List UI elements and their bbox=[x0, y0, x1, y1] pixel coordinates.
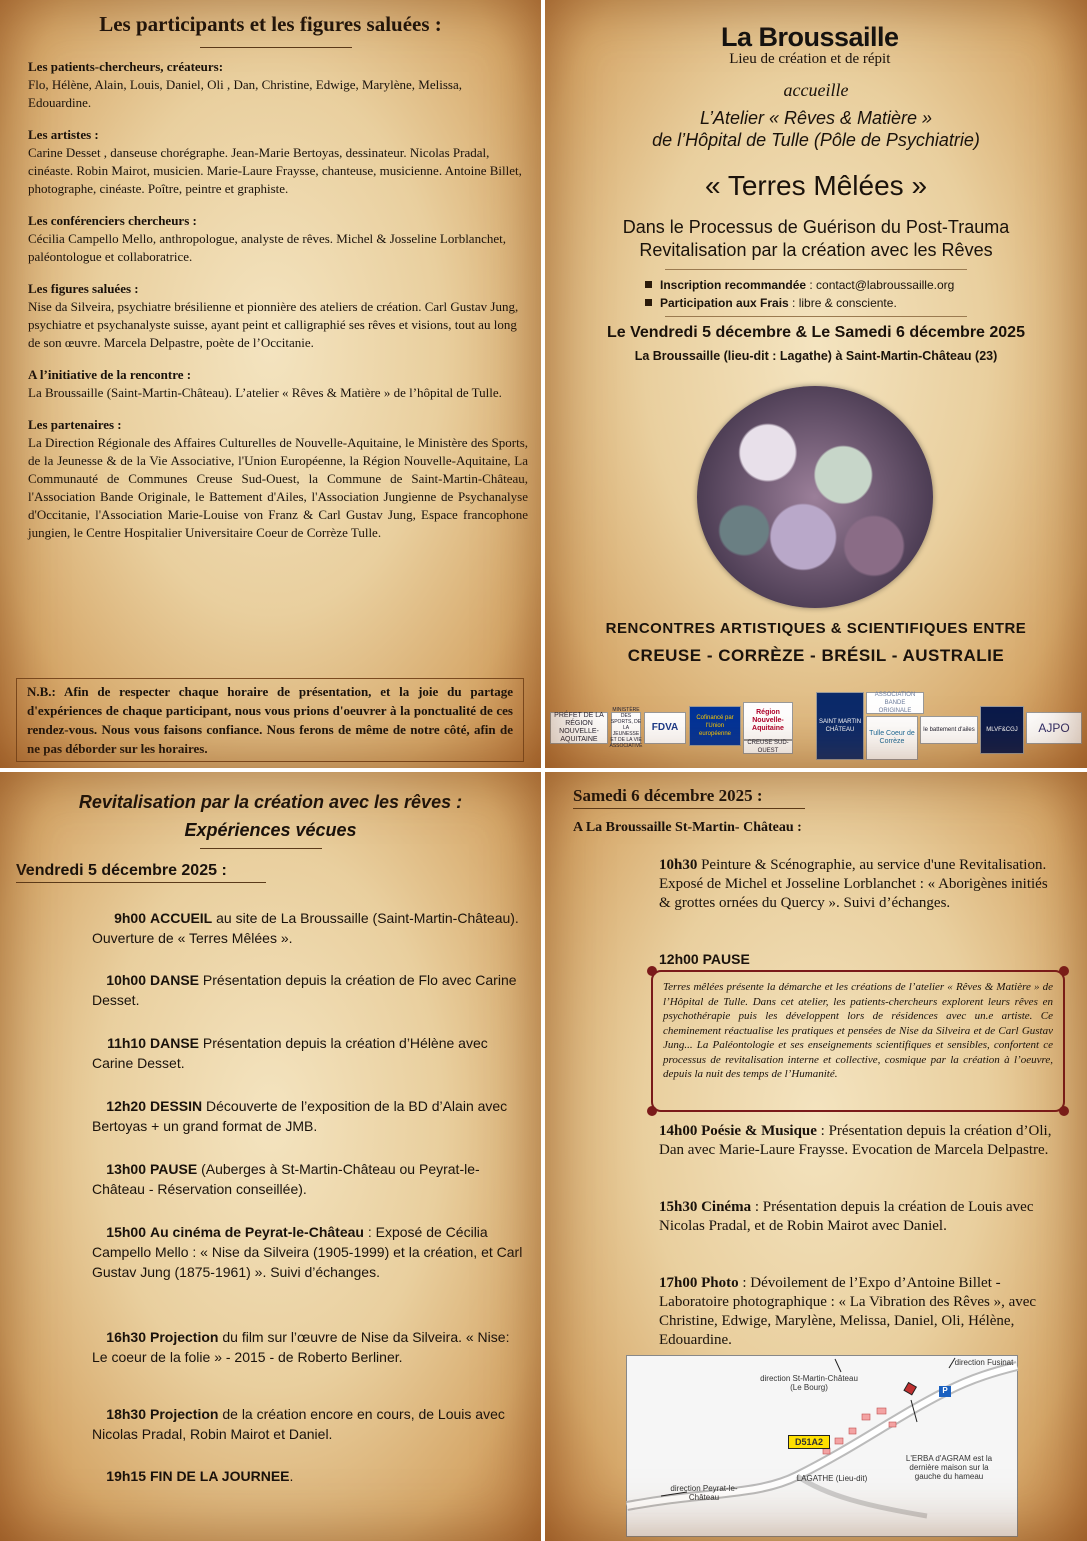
divider bbox=[665, 316, 967, 317]
event-time: 14h00 bbox=[659, 1123, 698, 1139]
description-text: Terres mêlées présente la démarche et les créations de l’atelier « Rêves & Matière » de l’Hôpital de Tulle. Dans cet atelier, les patients-chercheurs explorent leurs rêves en psychothérapie puis les développent lors de résidences avec un.e artiste. Ce cheminement réactualise les pratiques et pensées de Nise da Silveira et de Carl Gustav Jung... La Paléontologie et ses enseignements scientifiques et sensibles, confortent ce processus de revitalisation interne et collective, cosmique par la création à l’oeuvre, depuis la nuit des temps de l’Humanité. bbox=[663, 981, 1053, 1080]
event-text: . bbox=[289, 1468, 294, 1484]
participation-label: Participation aux Frais bbox=[660, 296, 789, 310]
label-lagathe: LAGATHE (Lieu-dit) bbox=[796, 1474, 868, 1483]
logo-mlvf: MLVF&CGJ bbox=[980, 706, 1024, 754]
event-key: Poésie & Musique bbox=[697, 1123, 817, 1139]
title-line: Revitalisation par la création avec les rêves : bbox=[78, 792, 463, 812]
section-heading: Les figures saluées : bbox=[28, 281, 139, 296]
event-key: DANSE bbox=[150, 1035, 200, 1051]
schedule-item bbox=[659, 1274, 1063, 1350]
event-text: de la création encore en cours, de Louis avec Nicolas Pradal, Robin Mairot et Daniel. bbox=[92, 1406, 505, 1442]
logo-battement: le battement d'ailes bbox=[920, 716, 978, 744]
event-key: PAUSE bbox=[150, 1161, 198, 1177]
event-time: 15h30 bbox=[659, 1199, 698, 1215]
event-text: Présentation depuis la création de Flo avec Carine Desset. bbox=[92, 972, 517, 1008]
inscription-value: : contact@labroussaille.org bbox=[806, 278, 955, 292]
event-time: 19h15 bbox=[106, 1468, 146, 1484]
friday-panel bbox=[0, 772, 541, 1541]
event-time: 10h00 bbox=[106, 972, 146, 988]
logo-tulle: Tulle Coeur de Corrèze bbox=[866, 716, 918, 760]
section-heading: Les artistes : bbox=[28, 127, 99, 142]
logo-bande-originale: ASSOCIATION BANDE ORIGINALE bbox=[866, 692, 924, 714]
brand-name: La Broussaille bbox=[721, 22, 899, 52]
event-key: FIN DE LA JOURNEE bbox=[150, 1468, 290, 1484]
section-heading: Les patients-chercheurs, créateurs: bbox=[28, 59, 224, 74]
event-time: 9h00 bbox=[114, 910, 146, 926]
label-fusinat: direction Fusinat bbox=[954, 1358, 1014, 1367]
event-text: : Présentation depuis la création de Louis avec Nicolas Pradal, et de Robin Mairot avec Daniel. bbox=[659, 1199, 1034, 1234]
participation-item bbox=[645, 294, 954, 312]
section-text: La Direction Régionale des Affaires Culturelles de Nouvelle-Aquitaine, le Ministère des Sports, de la Jeunesse & de la Vie Associative, l'Union Européenne, la Région Nouvelle-Aquitaine, La Communauté de Communes Creuse Sud-Ouest, la Commune de Saint-Martin-Château, l'Association Bande Originale, le Battement d'Ailes, l'Association Jungienne de Psychanalyse d'Occitanie, l'Association Marie-Louise von Franz & Carl Gustav Jung, Espace francophone jungien, le Centre Hospitalier Universitaire Coeur de Corrèze Tulle. bbox=[28, 435, 528, 540]
schedule-item bbox=[92, 1096, 524, 1136]
atelier-line: L’Atelier « Rêves & Matière » bbox=[699, 108, 933, 128]
section-text: Carine Desset , danseuse chorégraphe. Jean-Marie Bertoyas, dessinateur. Nicolas Pradal, cinéaste. Robin Mairot, musicien. Marie-Laure Fraysse, chanteuse, musicienne. Antoine Billet, photographe, cinéaste. Poître, peintre et graphiste. bbox=[28, 145, 522, 196]
event-text: Découverte de l’exposition de la BD d’Alain avec Bertoyas + un grand format de JMB. bbox=[92, 1098, 508, 1134]
event-time: 12h20 bbox=[106, 1098, 146, 1114]
event-time: 17h00 bbox=[659, 1275, 698, 1291]
logo-eu: Cofinancé par l'Union européenne bbox=[689, 706, 741, 746]
section-text: Nise da Silveira, psychiatre brésilienne et pionnière des ateliers de création. Carl Gustav Jung, psychiatre et psychanalyste suisse, ayant peint et calligraphié ses rêves et visions, tout au long de son œuvre. Marcela Delpastre, poète de l’Occitanie. bbox=[28, 299, 519, 350]
event-place: La Broussaille (lieu-dit : Lagathe) à Saint-Martin-Château (23) bbox=[634, 349, 998, 363]
schedule-item bbox=[92, 908, 524, 948]
brand-subtitle: Lieu de création et de répit bbox=[729, 51, 891, 67]
schedule-item bbox=[659, 1198, 1063, 1236]
friday-day-heading bbox=[16, 862, 227, 880]
logo-fdva: FDVA bbox=[644, 712, 686, 744]
event-time: 12h00 PAUSE bbox=[659, 951, 750, 967]
title-line: Expériences vécues bbox=[184, 820, 357, 840]
event-dates: Le Vendredi 5 décembre & Le Samedi 6 décembre 2025 bbox=[607, 324, 1025, 341]
saturday-panel bbox=[545, 772, 1087, 1541]
section-text: Flo, Hélène, Alain, Louis, Daniel, Oli , Dan, Christine, Edwige, Marylène, Melissa, Edouardine. bbox=[28, 77, 462, 110]
event-time: 10h30 bbox=[659, 857, 698, 873]
schedule-item bbox=[92, 1159, 524, 1199]
label-erba: L'ERBA d'AGRAM est la dernière maison sur la gauche du hameau bbox=[905, 1454, 993, 1481]
subtitle-line: Revitalisation par la création avec les Rêves bbox=[639, 240, 993, 260]
event-time: 16h30 bbox=[106, 1329, 146, 1345]
section-figures bbox=[28, 280, 528, 352]
event-time: 13h00 bbox=[106, 1161, 146, 1177]
info-bullets bbox=[645, 276, 954, 312]
saturday-day-heading: Samedi 6 décembre 2025 : bbox=[573, 786, 763, 805]
title-underline bbox=[200, 848, 322, 849]
event-text: au site de La Broussaille (Saint-Martin-Château). Ouverture de « Terres Mêlées ». bbox=[92, 910, 519, 946]
schedule-item bbox=[92, 1222, 524, 1282]
participants-list bbox=[28, 58, 528, 556]
partner-logos bbox=[550, 690, 1082, 762]
accueille-text: accueille bbox=[783, 80, 849, 100]
corner-ornament bbox=[647, 1106, 657, 1116]
logo-creuse: CREUSE SUD-OUEST bbox=[743, 740, 793, 754]
day-underline bbox=[573, 808, 805, 809]
participants-panel bbox=[0, 0, 541, 768]
ceramics-photo bbox=[697, 386, 933, 608]
description-box bbox=[651, 970, 1065, 1112]
bullet-icon bbox=[645, 281, 652, 288]
logo-saint-martin: SAINT MARTIN CHÂTEAU bbox=[816, 692, 864, 760]
event-time: 18h30 bbox=[106, 1406, 146, 1422]
logo-ministere: MINISTÈRE DES SPORTS, DE LA JEUNESSE ET DE LA VIE ASSOCIATIVE bbox=[609, 707, 643, 749]
bullet-icon bbox=[645, 299, 652, 306]
section-heading: A l’initiative de la rencontre : bbox=[28, 367, 192, 382]
event-title: « Terres Mêlées » bbox=[704, 170, 928, 201]
event-time: 15h00 bbox=[106, 1224, 146, 1240]
schedule-item bbox=[92, 1033, 524, 1073]
logo-prefet: PRÉFET DE LA RÉGION NOUVELLE-AQUITAINE bbox=[550, 712, 608, 744]
schedule-item bbox=[659, 856, 1063, 913]
schedule-item bbox=[92, 970, 524, 1010]
section-heading: Les conférenciers chercheurs : bbox=[28, 213, 197, 228]
event-key: Projection bbox=[150, 1329, 219, 1345]
event-time: 11h10 bbox=[107, 1035, 146, 1051]
day-label: Vendredi 5 décembre 2025 : bbox=[16, 862, 227, 879]
event-key: Projection bbox=[150, 1406, 219, 1422]
cover-panel bbox=[545, 0, 1087, 768]
event-text: (Auberges à St-Martin-Château ou Peyrat-le-Château - Réservation conseillée). bbox=[92, 1161, 480, 1197]
event-key: Cinéma bbox=[697, 1199, 752, 1215]
section-patients bbox=[28, 58, 528, 112]
rencontres-heading: RENCONTRES ARTISTIQUES & SCIENTIFIQUES ENTRE bbox=[605, 620, 1027, 637]
inscription-label: Inscription recommandée bbox=[660, 278, 807, 292]
section-text: Cécilia Campello Mello, anthropologue, analyste de rêves. Michel & Josseline Lorblanchet, paléontologue et collaboratrice. bbox=[28, 231, 506, 264]
section-partenaires bbox=[28, 416, 528, 542]
label-peyrat: direction Peyrat-le-Château bbox=[670, 1484, 738, 1502]
section-initiative bbox=[28, 366, 528, 402]
corner-ornament bbox=[1059, 1106, 1069, 1116]
event-text: : Dévoilement de l’Expo d’Antoine Billet - Laboratoire photographique : « La Vibration des Rêves », avec Christine, Edwige, Marylène, Melissa, Daniel, Oli, Hélène, Edouardine. bbox=[659, 1275, 1037, 1348]
logo-region: Région Nouvelle-Aquitaine bbox=[743, 702, 793, 740]
friday-panel-title bbox=[0, 788, 541, 844]
inscription-item bbox=[645, 276, 954, 294]
parking-icon: P bbox=[939, 1386, 951, 1397]
title-underline bbox=[200, 47, 352, 48]
section-conferenciers bbox=[28, 212, 528, 266]
event-text: Peinture & Scénographie, au service d'une Revitalisation. Exposé de Michel et Josseline Lorblanchet : « Aborigènes initiés & grottes ornées du Quercy ». Suivi d’échanges. bbox=[659, 857, 1048, 911]
logo-ajpo: AJPO bbox=[1026, 712, 1082, 744]
event-text: Présentation depuis la création d’Hélène avec Carine Desset. bbox=[92, 1035, 488, 1071]
schedule-item bbox=[659, 1122, 1063, 1160]
atelier-line: de l’Hôpital de Tulle (Pôle de Psychiatrie) bbox=[652, 130, 980, 150]
saturday-location: A La Broussaille St-Martin- Château : bbox=[573, 820, 802, 835]
atelier-heading bbox=[545, 107, 1087, 151]
day-underline bbox=[16, 882, 266, 883]
corner-ornament bbox=[1059, 966, 1069, 976]
road-label: D51A2 bbox=[788, 1435, 830, 1449]
section-artistes bbox=[28, 126, 528, 198]
schedule-item bbox=[92, 1404, 524, 1444]
event-key: DESSIN bbox=[150, 1098, 203, 1114]
brand-logo bbox=[721, 22, 899, 68]
participation-value: : libre & consciente. bbox=[788, 296, 897, 310]
event-subtitle bbox=[545, 216, 1087, 262]
event-key: ACCUEIL bbox=[150, 910, 213, 926]
event-key: DANSE bbox=[150, 972, 200, 988]
event-text: du film sur l’œuvre de Nise da Silveira. « Nise: Le coeur de la folie » - 2015 - de Roberto Berliner. bbox=[92, 1329, 510, 1365]
subtitle-line: Dans le Processus de Guérison du Post-Trauma bbox=[622, 217, 1010, 237]
event-key: Au cinéma de Peyrat-le-Château bbox=[150, 1224, 364, 1240]
regions-line: CREUSE - CORRÈZE - BRÉSIL - AUSTRALIE bbox=[627, 646, 1005, 665]
access-map bbox=[626, 1355, 1018, 1537]
corner-ornament bbox=[647, 966, 657, 976]
nb-notice: N.B.: Afin de respecter chaque horaire de présentation, et la joie du partage d'expériences de chaque participant, nous vous prions d'oeuvrer à la ponctualité de ces rendez-vous. Nous vous faisons confiance. Nous ferons de même de notre côté, afin de ne pas déborder sur les horaires. bbox=[16, 678, 524, 762]
schedule-item bbox=[92, 1466, 524, 1486]
section-heading: Les partenaires : bbox=[28, 417, 122, 432]
divider bbox=[665, 269, 967, 270]
section-text: La Broussaille (Saint-Martin-Château). L’atelier « Rêves & Matière » de l’hôpital de Tulle. bbox=[28, 385, 502, 400]
label-stmartin: direction St-Martin-Château (Le Bourg) bbox=[760, 1374, 858, 1392]
pause-item bbox=[659, 950, 1063, 969]
event-key: Photo bbox=[697, 1275, 739, 1291]
participants-title: Les participants et les figures saluées : bbox=[99, 12, 442, 36]
schedule-item bbox=[92, 1327, 524, 1367]
event-text: : Présentation depuis la création d’Oli, Dan avec Marie-Laure Fraysse. Evocation de Marcela Delpastre. bbox=[659, 1123, 1052, 1158]
event-text: : Exposé de Cécilia Campello Mello : « Nise da Silveira (1905-1999) et la création, et Carl Gustav Jung (1875-1961) ». Suivi d’échanges. bbox=[92, 1224, 523, 1280]
